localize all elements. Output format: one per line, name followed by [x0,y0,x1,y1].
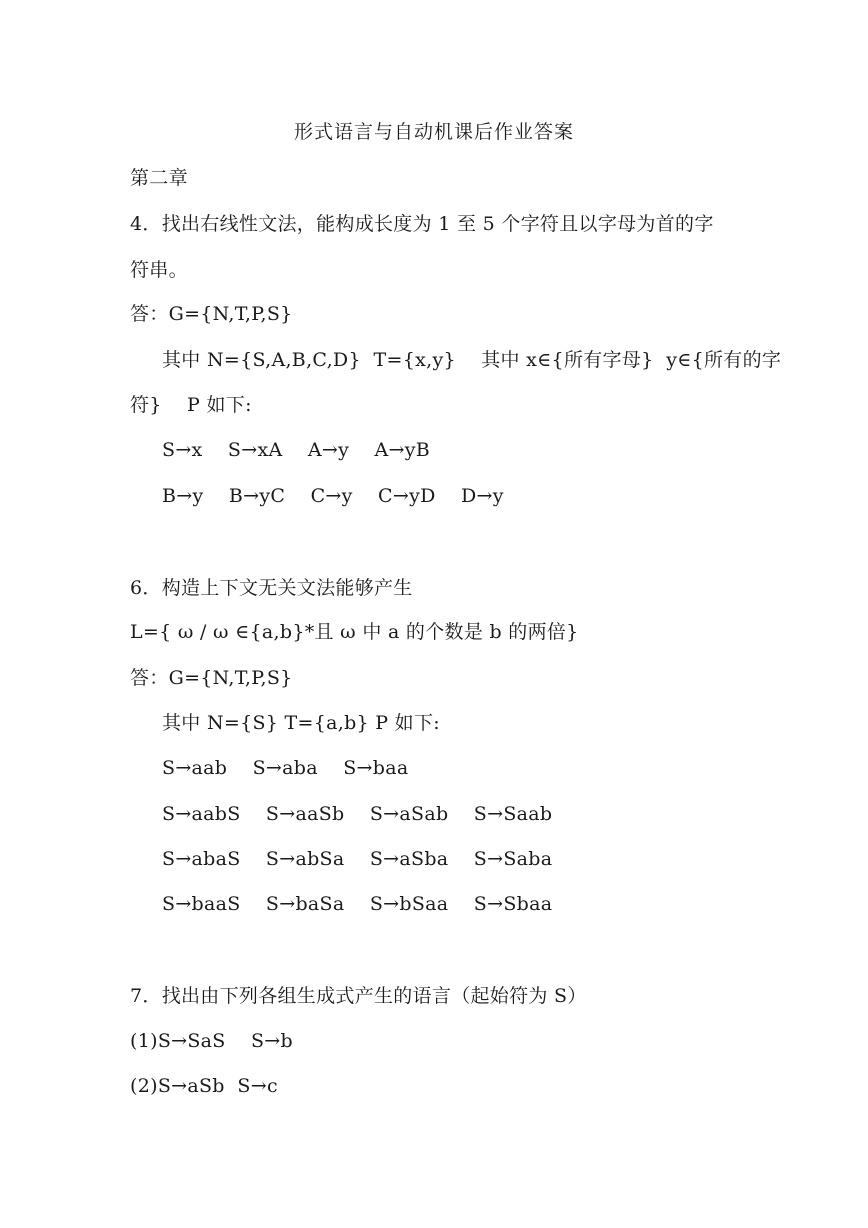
q6-definition: 其中 N={S} T={a,b} P 如下: [162,712,440,734]
q6-line-1: 6．构造上下文无关文法能够产生 [130,577,413,599]
q4-line-1: 4．找出右线性文法，能构成长度为 1 至 5 个字符且以字母为首的字 [130,213,714,235]
q4-definition-1: 其中 N={S,A,B,C,D} T={x,y} 其中 x∈{所有字母} y∈{所有的字 [162,349,782,371]
q4-rules-1: S→x S→xA A→y A→yB [162,439,431,461]
q6-rules-1: S→aab S→aba S→baa [162,757,409,779]
q7-item-2: (2)S→aSb S→c [130,1075,278,1097]
q7-line-1: 7．找出由下列各组生成式产生的语言（起始符为 S） [130,985,587,1007]
q4-rules-2: B→y B→yC C→y C→yD D→y [162,485,504,507]
q6-rules-2: S→aabS S→aaSb S→aSab S→Saab [162,803,553,825]
document-title: 形式语言与自动机课后作业答案 [293,121,574,143]
q4-definition-2: 符} P 如下: [130,394,252,416]
chapter-heading: 第二章 [130,167,188,189]
q6-answer: 答：G={N,T,P,S} [130,667,293,689]
q6-line-2: L={ ω / ω ∈{a,b}*且 ω 中 a 的个数是 b 的两倍} [130,621,579,643]
q4-answer: 答：G={N,T,P,S} [130,303,293,325]
q7-item-1: (1)S→SaS S→b [130,1030,293,1052]
q6-rules-4: S→baaS S→baSa S→bSaa S→Sbaa [162,893,553,915]
q4-line-2: 符串。 [130,259,188,281]
q6-rules-3: S→abaS S→abSa S→aSba S→Saba [162,848,553,870]
